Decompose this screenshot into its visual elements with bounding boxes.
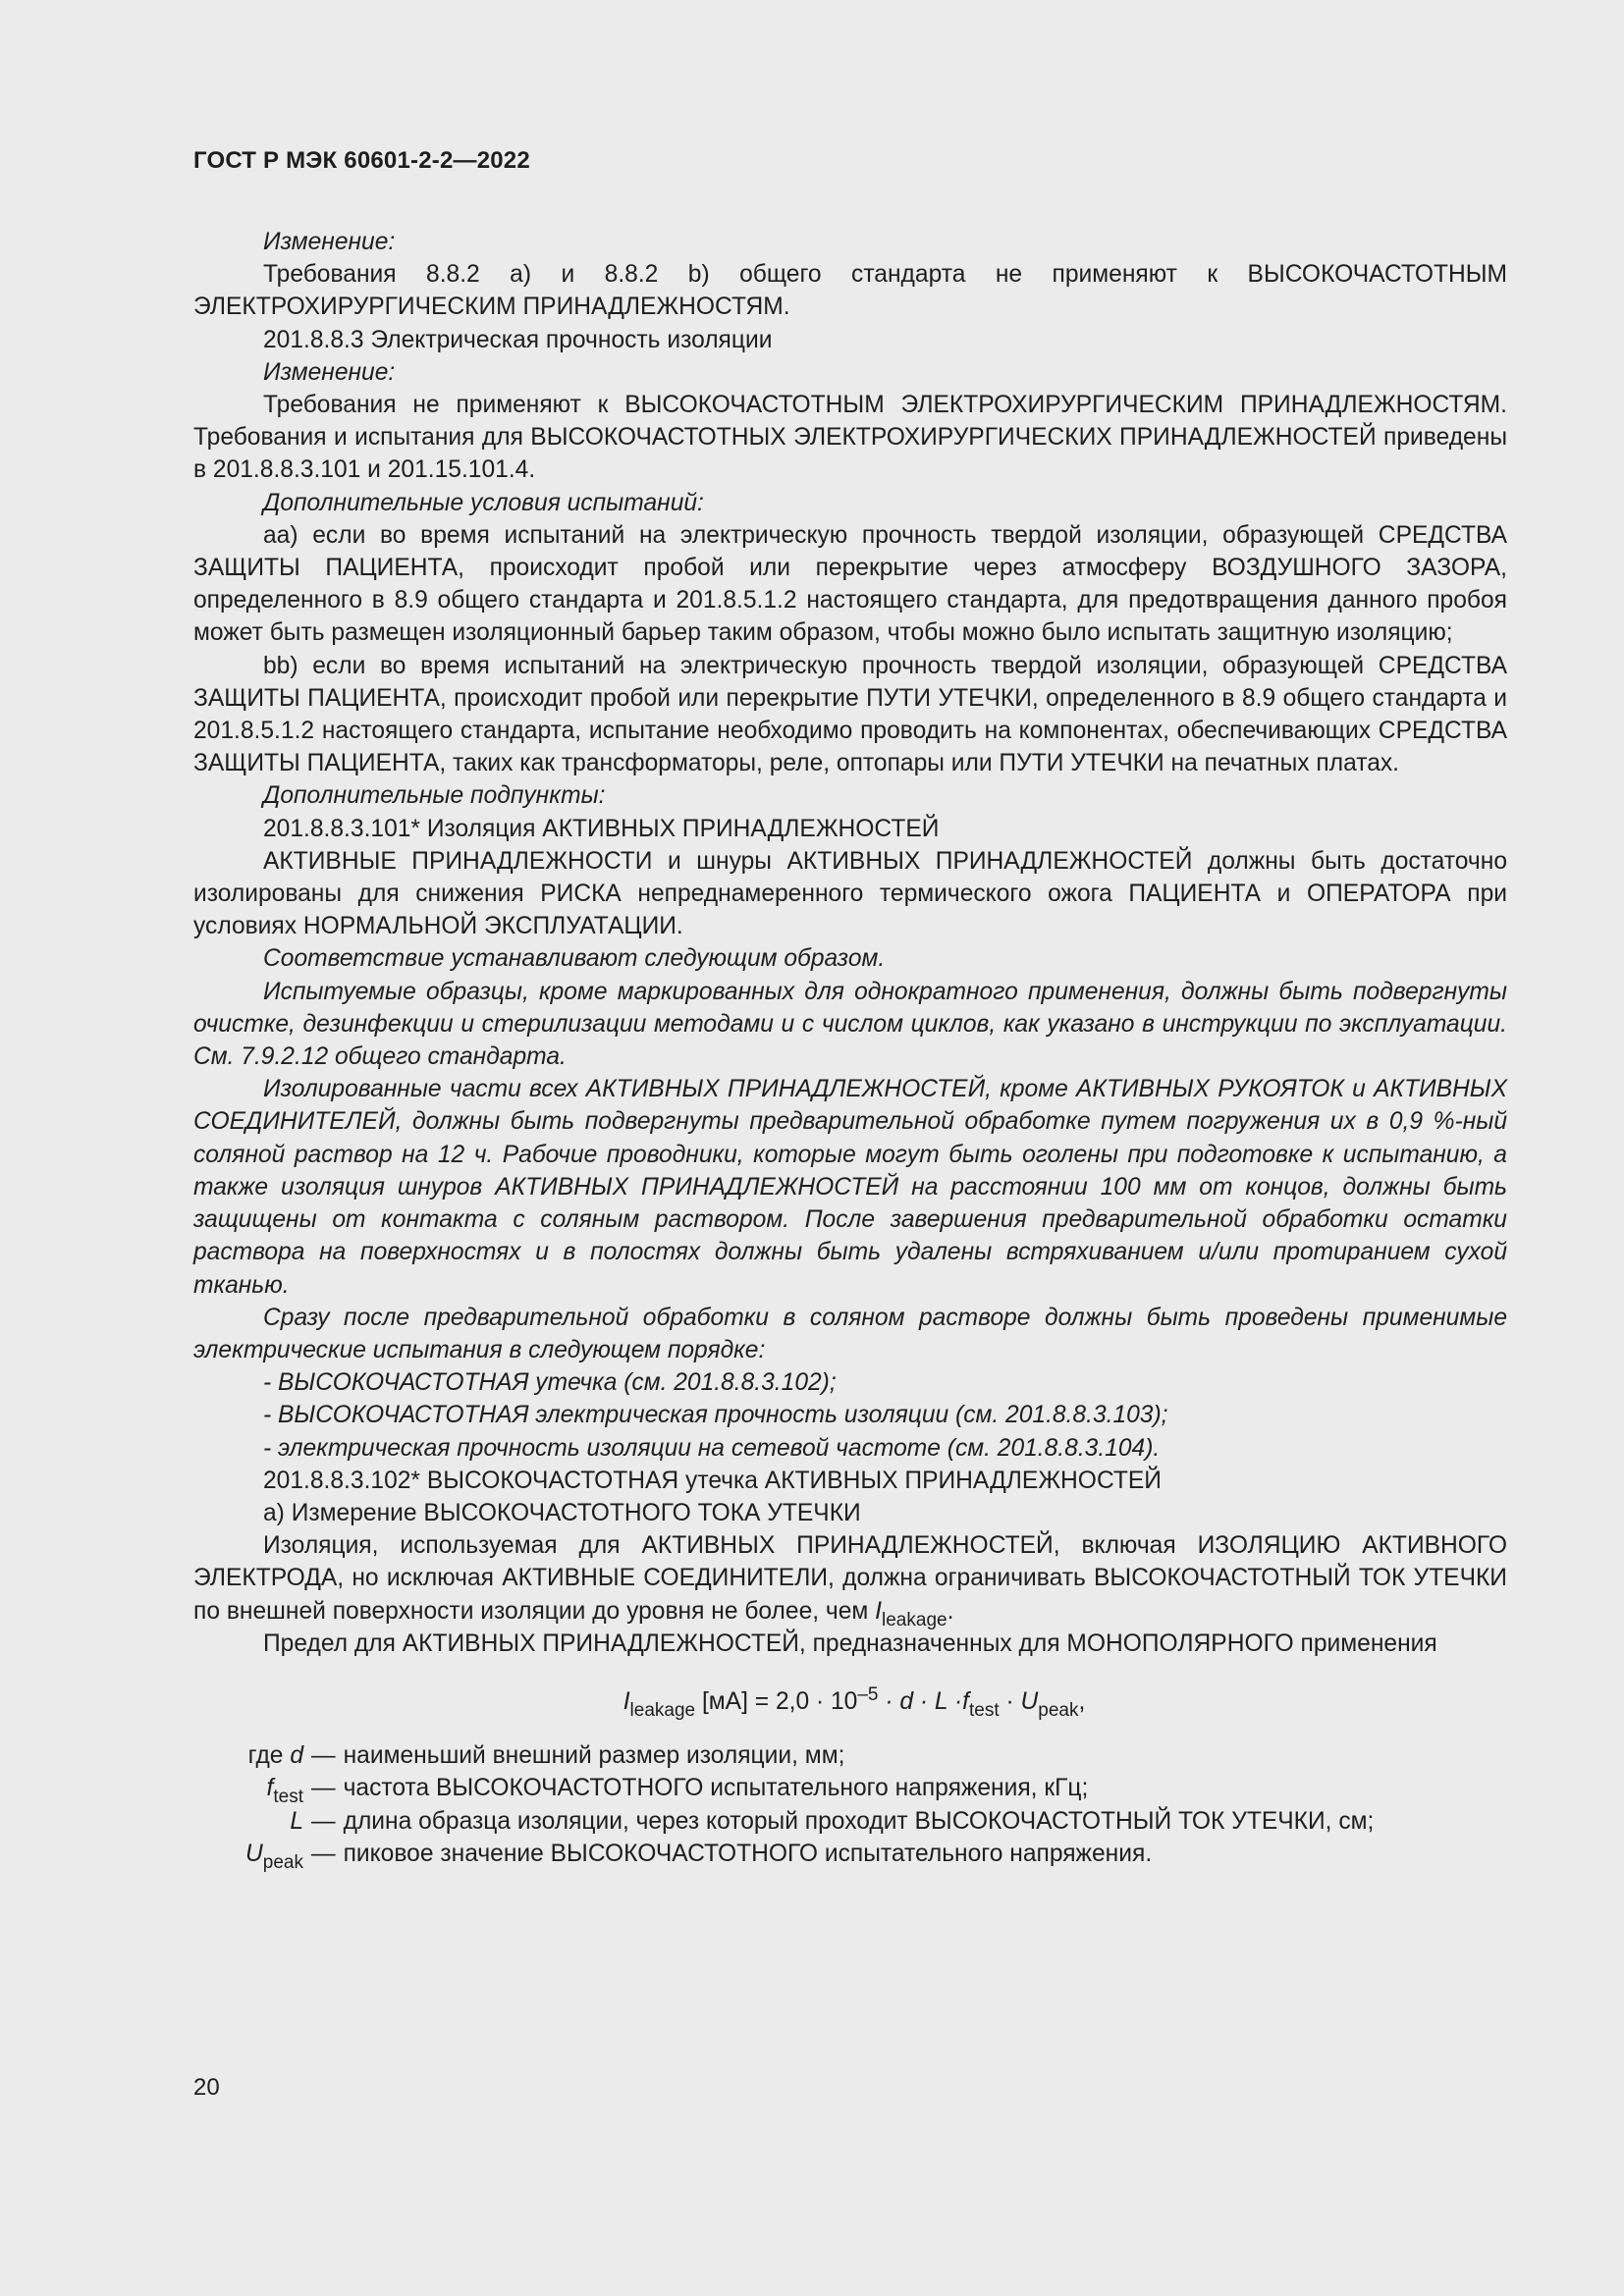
definition-symbol <box>193 1838 303 1873</box>
formula-subscript: peak <box>1038 1699 1079 1721</box>
dash: — <box>311 1742 336 1770</box>
paragraph: Предел для АКТИВНЫХ ПРИНАДЛЕЖНОСТЕЙ, предназначенных для МОНОПОЛЯРНОГО применения <box>263 1629 1437 1657</box>
formula-text: [мА] = 2,0 · 10 <box>695 1687 858 1715</box>
paragraph: bb) если во время испытаний на электрическую прочность твердой изоляции, образующей СРЕДСТВА ЗАЩИТЫ ПАЦИЕНТА, происходит пробой или перекрытие ПУТИ УТЕЧКИ, определенного в 8.9 общего стандарта и 201.8.5.1.2 настоящего стандарта, испытание необходимо проводить на компонентах, обеспечивающих СРЕДСТВА ЗАЩИТЫ ПАЦИЕНТА, таких как трансформаторы, реле, оптопары или ПУТИ УТЕЧКИ на печатных платах. <box>193 652 1507 777</box>
variable-definitions <box>193 1739 1507 1873</box>
definition-symbol <box>193 1772 303 1808</box>
formula-subscript: leakage <box>629 1699 696 1721</box>
symbol-subscript: leakage <box>882 1609 947 1630</box>
paragraph: Дополнительные подпункты: <box>263 782 606 810</box>
formula-text: · d · L · <box>878 1687 963 1715</box>
definition-text: длина образца изоляции, через который проходит ВЫСОКОЧАСТОТНЫЙ ТОК УТЕЧКИ, см; <box>343 1807 1375 1835</box>
paragraph: Изолированные части всех АКТИВНЫХ ПРИНАДЛЕЖНОСТЕЙ, кроме АКТИВНЫХ РУКОЯТОК и АКТИВНЫХ СОЕДИНИТЕЛЕЙ, должны быть подвергнуты предварительной обработке путем погружения их в 0,9 %-ный соляной раствор на 12 ч. Рабочие проводники, которые могут быть оголены при подготовке к испытанию, а также изоляция шнуров АКТИВНЫХ ПРИНАДЛЕЖНОСТЕЙ на расстоянии 100 мм от концов, должны быть защищены от контакта с соляным раствором. После завершения предварительной обработки остатки раствора на поверхностях и в полостях должны быть удалены встряхиванием и/или протиранием сухой тканью. <box>193 1076 1507 1299</box>
paragraph: Испытуемые образцы, кроме маркированных для однократного применения, должны быть подвергнуты очистке, дезинфекции и стерилизации методами и с числом циклов, как указано в инструкции по эксплуатации. См. 7.9.2.12 общего стандарта. <box>193 978 1507 1071</box>
symbol: U <box>245 1840 263 1867</box>
formula-text: , <box>1078 1687 1086 1715</box>
paragraph: Изменение: <box>263 229 396 255</box>
subsection-heading: а) Измерение ВЫСОКОЧАСТОТНОГО ТОКА УТЕЧКИ <box>263 1499 861 1526</box>
definition-symbol <box>193 1739 303 1772</box>
definition-text: наименьший внешний размер изоляции, мм; <box>343 1742 845 1770</box>
symbol: L <box>290 1807 303 1835</box>
section-heading: 201.8.8.3 Электрическая прочность изоляции <box>263 326 773 353</box>
paragraph-end: . <box>947 1597 954 1625</box>
paragraph: АКТИВНЫЕ ПРИНАДЛЕЖНОСТИ и шнуры АКТИВНЫХ ПРИНАДЛЕЖНОСТЕЙ должны быть достаточно изолированы для снижения РИСКА непреднамеренного термического ожога ПАЦИЕНТА и ОПЕРАТОРА при условиях НОРМАЛЬНОЙ ЭКСПЛУАТАЦИИ. <box>193 847 1507 940</box>
paragraph-text: Изоляция, используемая для АКТИВНЫХ ПРИНАДЛЕЖНОСТЕЙ, включая ИЗОЛЯЦИЮ АКТИВНОГО ЭЛЕКТРОДА, но исключая АКТИВНЫЕ СОЕДИНИТЕЛИ, должна ограничивать ВЫСОКОЧАСТОТНЫЙ ТОК УТЕЧКИ по внешней поверхности изоляции до уровня не более, чем <box>193 1532 1507 1625</box>
dash: — <box>311 1775 336 1802</box>
definition-symbol <box>193 1805 303 1838</box>
list-item: - ВЫСОКОЧАСТОТНАЯ электрическая прочность изоляции (см. 201.8.8.3.103); <box>263 1402 1168 1429</box>
formula-symbol: I <box>623 1687 630 1715</box>
definition-text: частота ВЫСОКОЧАСТОТНОГО испытательного напряжения, кГц; <box>343 1775 1089 1802</box>
where-prefix: где <box>247 1742 291 1770</box>
paragraph: Изменение: <box>263 358 396 386</box>
formula-exponent: –5 <box>857 1683 879 1705</box>
leakage-formula <box>193 1683 1507 1721</box>
symbol: I <box>875 1597 883 1625</box>
section-heading: 201.8.8.3.102* ВЫСОКОЧАСТОТНАЯ утечка АКТИВНЫХ ПРИНАДЛЕЖНОСТЕЙ <box>263 1467 1162 1494</box>
paragraph: Дополнительные условия испытаний: <box>263 489 704 516</box>
page-content <box>193 226 1507 1873</box>
paragraph: Требования 8.8.2 а) и 8.8.2 b) общего стандарта не применяют к ВЫСОКОЧАСТОТНЫМ ЭЛЕКТРОХИРУРГИЧЕСКИМ ПРИНАДЛЕЖНОСТЯМ. <box>193 261 1507 321</box>
list-item: - ВЫСОКОЧАСТОТНАЯ утечка (см. 201.8.8.3.102); <box>263 1369 837 1397</box>
symbol: d <box>290 1742 303 1770</box>
formula-text: · <box>999 1687 1021 1715</box>
paragraph: Требования не применяют к ВЫСОКОЧАСТОТНЫМ ЭЛЕКТРОХИРУРГИЧЕСКИМ ПРИНАДЛЕЖНОСТЯМ. Требования и испытания для ВЫСОКОЧАСТОТНЫХ ЭЛЕКТРОХИРУРГИЧЕСКИХ ПРИНАДЛЕЖНОСТЕЙ приведены в 201.8.8.3.101 и 201.15.101.4. <box>193 392 1507 484</box>
page-number: 20 <box>193 2074 220 2101</box>
paragraph: Соответствие устанавливают следующим образом. <box>263 945 886 973</box>
definition-row <box>193 1805 1507 1838</box>
dash: — <box>311 1840 336 1867</box>
symbol-subscript: peak <box>262 1851 303 1873</box>
symbol: f <box>266 1775 274 1802</box>
document-header: ГОСТ Р МЭК 60601-2-2—2022 <box>193 147 530 174</box>
definition-row <box>193 1739 1507 1772</box>
section-heading: 201.8.8.3.101* Изоляция АКТИВНЫХ ПРИНАДЛЕЖНОСТЕЙ <box>263 815 940 842</box>
paragraph: Сразу после предварительной обработки в соляном растворе должны быть проведены применимые электрические испытания в следующем порядке: <box>193 1304 1507 1363</box>
dash: — <box>311 1807 336 1835</box>
paragraph <box>193 1529 1507 1628</box>
definition-row <box>193 1838 1507 1873</box>
paragraph: аа) если во время испытаний на электрическую прочность твердой изоляции, образующей СРЕДСТВА ЗАЩИТЫ ПАЦИЕНТА, происходит пробой или перекрытие через атмосферу ВОЗДУШНОГО ЗАЗОРА, определенного в 8.9 общего стандарта и 201.8.5.1.2 настоящего стандарта, для предотвращения данного пробоя может быть размещен изоляционный барьер таким образом, чтобы можно было испытать защитную изоляцию; <box>193 521 1507 647</box>
definition-text: пиковое значение ВЫСОКОЧАСТОТНОГО испытательного напряжения. <box>343 1840 1153 1867</box>
formula-symbol: U <box>1020 1687 1039 1715</box>
definition-row <box>193 1772 1507 1808</box>
formula-subscript: test <box>969 1699 1000 1721</box>
formula-symbol: f <box>962 1687 969 1715</box>
symbol-subscript: test <box>273 1787 303 1808</box>
list-item: - электрическая прочность изоляции на сетевой частоте (см. 201.8.8.3.104). <box>263 1434 1161 1462</box>
